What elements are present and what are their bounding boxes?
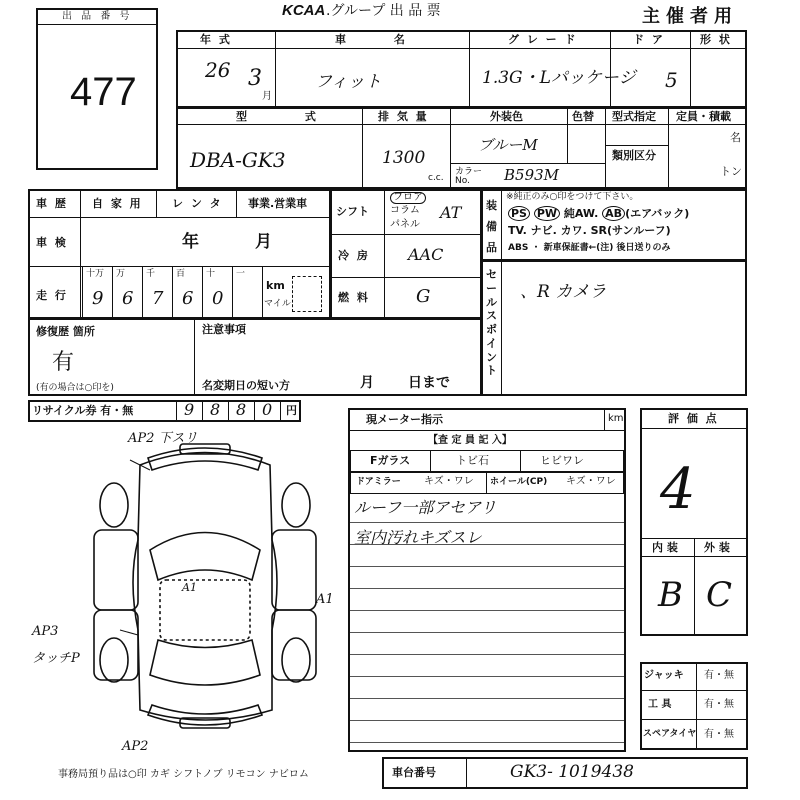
equip-pw: PW [534, 206, 560, 221]
right-front-wheel [282, 483, 310, 527]
wheel-value: キズ・ワレ [566, 476, 616, 487]
meter-km: km [608, 413, 624, 424]
car-damage-diagram [60, 430, 350, 770]
mileage-digit: 9 [92, 288, 104, 309]
tons-unit: トン [720, 165, 742, 178]
shift-column: コラム [390, 205, 420, 216]
chassis-label: 車台番号 [392, 766, 436, 779]
history-business: 事業.営業車 [248, 197, 308, 210]
history-label: 車 歴 [36, 197, 68, 210]
color-no-label: カラー No. [455, 167, 483, 186]
mileage-digit: 6 [122, 288, 134, 309]
score-value: 4 [660, 457, 696, 522]
equipment-label: 装備品 [486, 199, 497, 254]
capacity-header: 定員・積載 [676, 110, 731, 123]
inspection-year: 年 [182, 232, 199, 252]
remark-rule [350, 654, 624, 655]
diagram-right-note: A1 [316, 592, 334, 607]
color-change-header: 色替 [572, 110, 594, 123]
diagram-left-note2: タッチP [32, 651, 80, 666]
type-header: 型 式 [236, 110, 318, 123]
mileage-label: 走 行 [36, 289, 68, 302]
diagram-rear-note: AP2 [122, 739, 149, 754]
equipment-line2: TV. ナビ. カワ. SR(サンルーフ) [508, 224, 671, 237]
repair-value: 有 [52, 350, 75, 375]
left-front-wheel [100, 483, 128, 527]
diagram-front-note: AP2 下スリ [128, 431, 198, 446]
remark-rule [350, 588, 624, 589]
tool-kit-value: 有・無 [704, 699, 734, 710]
glass-crack: ヒビワレ [540, 454, 584, 467]
year-value: 26 [205, 58, 231, 82]
inspector-title: 【査 定 員 記 入】 [428, 435, 512, 446]
remark-rule [350, 610, 624, 611]
history-rental: レ ン タ [172, 197, 223, 210]
lot-number: 477 [70, 70, 137, 114]
month-unit: 月 [262, 91, 272, 102]
equip-ab-note: (エアバック) [625, 207, 690, 220]
car-body-outline [133, 453, 277, 721]
right-rear-wheel [282, 638, 310, 682]
left-front-door [94, 530, 138, 610]
door-header: ド ア [633, 33, 665, 46]
remark-rule [350, 632, 624, 633]
fuel-label: 燃 料 [338, 291, 370, 304]
door-value: 5 [665, 68, 678, 92]
right-front-door [272, 530, 316, 610]
mileage-unit-label: 十万 [86, 269, 105, 279]
deadline-day: 日まで [408, 375, 450, 391]
sales-point-label: セールスポイント [486, 268, 497, 378]
recycle-digit: 0 [262, 400, 273, 419]
chassis-value: GK3- 1019438 [510, 762, 634, 782]
model-spec-header: 型式指定 [612, 110, 656, 123]
tool-kit-label: 工 具 [648, 699, 672, 710]
inspection-label: 車 検 [36, 236, 68, 249]
model-type-value: DBA-GK3 [190, 148, 286, 172]
cc-unit: c.c. [428, 173, 444, 183]
rear-window [150, 640, 260, 685]
exterior-header: 外 装 [704, 541, 730, 554]
remark-rule [350, 742, 624, 743]
deadline-month: 月 [360, 375, 374, 391]
mileage-unit-label: 十 [206, 269, 216, 279]
repair-label: 修復歴 箇所 [36, 325, 95, 338]
recycle-digit: 8 [236, 400, 247, 419]
equipment-line1 [508, 208, 689, 219]
shift-label: シフト [336, 205, 369, 218]
recycle-digit: 9 [184, 400, 195, 419]
equip-ps: PS [508, 206, 530, 221]
recycle-digit: 8 [210, 400, 221, 419]
glass-damage: トビ石 [456, 454, 489, 467]
mirror-value: キズ・ワレ [424, 476, 474, 487]
recycle-label: リサイクル券 有・無 [32, 404, 134, 417]
shift-floor: フロア [390, 192, 426, 204]
equipment-line3: ABS ・ 新車保証書←(注) 後日送りのみ [508, 243, 671, 253]
equip-ab: AB [602, 206, 625, 221]
equipment-note: ※純正のみ○印をつけて下さい。 [506, 192, 639, 202]
color-no-value: B593M [504, 166, 560, 184]
remark-rule [350, 698, 624, 699]
diagram-left-note1: AP3 [32, 624, 59, 639]
tool-jack-label: ジャッキ [644, 670, 684, 681]
sales-point-box [481, 260, 747, 396]
aircon-value: AAC [408, 245, 444, 264]
deadline-label: 名変期日の短い方 [202, 379, 290, 392]
interior-value: B [658, 575, 683, 615]
mirror-label: ドアミラー [356, 477, 401, 487]
mileage-unit-label: 千 [146, 269, 156, 279]
fuel-value: G [416, 286, 431, 307]
shift-value: AT [440, 203, 462, 222]
displacement-value: 1300 [382, 148, 426, 168]
remark-rule [350, 522, 624, 523]
score-label: 評 価 点 [668, 412, 719, 425]
year-header: 年 式 [200, 33, 232, 46]
remark-rule [350, 720, 624, 721]
repair-note: (有の場合は○印を) [36, 383, 114, 393]
rear-bumper [148, 705, 262, 725]
wheel-label: ホイール(CP) [490, 477, 548, 487]
history-private: 自 家 用 [92, 197, 143, 210]
remark-rule [350, 566, 624, 567]
car-name-value: フィット [315, 72, 382, 92]
meter-label: 現メーター指示 [366, 413, 443, 426]
km-unit: km [266, 279, 285, 292]
shift-panel: パネル [390, 219, 420, 230]
lot-label: 出 品 番 号 [62, 11, 133, 22]
remark-rule [350, 676, 624, 677]
tool-spare-label: スペアタイヤ [643, 729, 697, 739]
mileage-digit: 7 [152, 288, 164, 309]
car-name-header: 車 名 [335, 33, 407, 46]
sales-point-value: 、R カメラ [520, 282, 607, 302]
color-header: 外装色 [490, 110, 523, 123]
glass-label: Fガラス [370, 454, 411, 467]
notes-label: 注意事項 [202, 323, 246, 336]
windshield [150, 533, 260, 581]
grade-value: 1.3G・Lパッケージ [482, 68, 636, 88]
exterior-value: C [706, 575, 733, 615]
shape-header: 形 状 [700, 33, 732, 46]
diagram-center-note: A1 [182, 581, 197, 594]
class-header: 類別区分 [612, 149, 656, 162]
remark-1: ルーフ一部アセアリ [354, 498, 497, 517]
front-bumper [148, 448, 262, 470]
month-value: 3 [248, 66, 262, 91]
mile-box [292, 276, 322, 312]
displacement-header: 排 気 量 [378, 110, 429, 123]
remark-2: 室内汚れキズスレ [354, 528, 482, 547]
roof [160, 580, 250, 640]
tool-spare-value: 有・無 [704, 729, 734, 740]
recycle-yen: 円 [286, 404, 297, 417]
equip-aw: 純AW. [563, 207, 599, 220]
mileage-digit: 0 [212, 288, 224, 309]
persons-unit: 名 [730, 131, 741, 144]
form-title: .グループ 出 品 票 [326, 3, 441, 19]
grade-header: グ レ ー ド [508, 33, 578, 46]
interior-header: 内 装 [652, 541, 678, 554]
brand-logo: KCAA [282, 2, 326, 19]
inspection-month: 月 [255, 232, 272, 252]
mileage-unit-label: 一 [236, 269, 246, 279]
mileage-unit-label: 百 [176, 269, 186, 279]
footer-note: 事務局預り品は○印 カギ シフトノブ リモコン ナビロム [58, 769, 309, 780]
copy-label: 主催者用 [642, 6, 738, 27]
mileage-unit-label: 万 [116, 269, 126, 279]
color-value: ブルーM [478, 136, 538, 154]
left-rear-wheel [100, 638, 128, 682]
tool-jack-value: 有・無 [704, 670, 734, 681]
aircon-label: 冷 房 [338, 249, 370, 262]
mileage-digit: 6 [182, 288, 194, 309]
mile-unit: マイル [264, 299, 291, 309]
